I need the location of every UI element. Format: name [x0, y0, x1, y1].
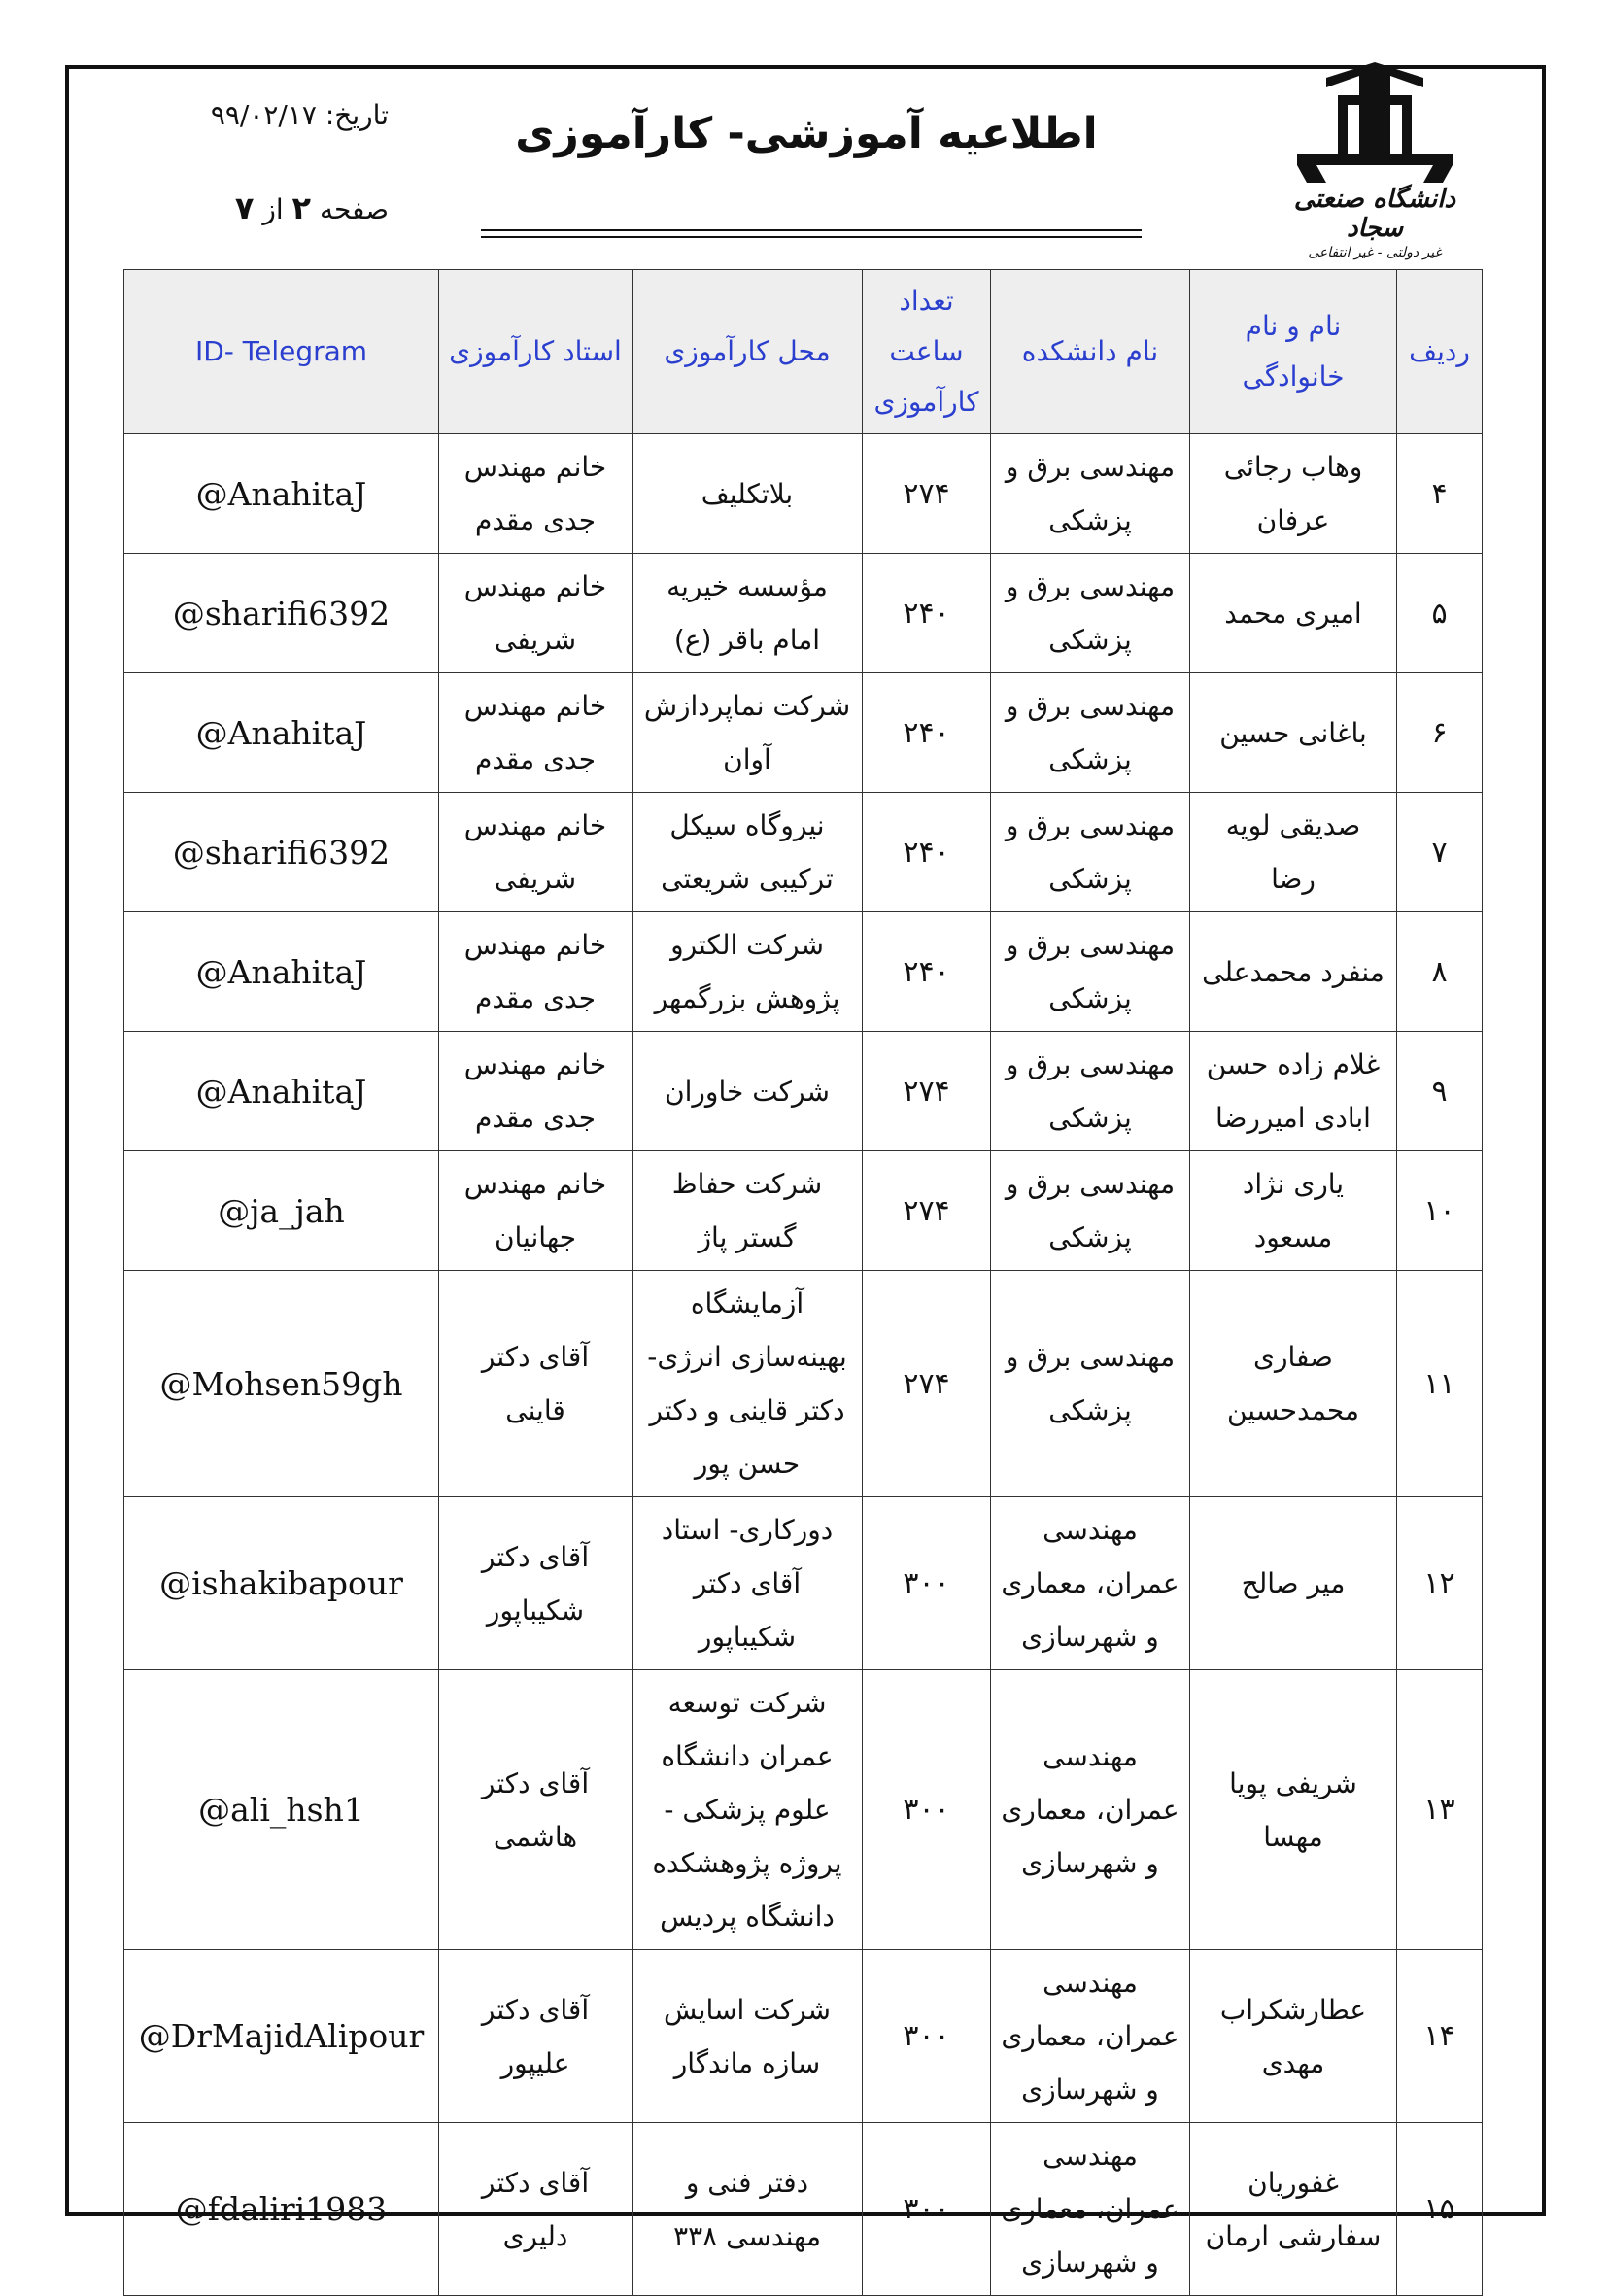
page-current: ۲: [291, 189, 312, 226]
cell-row-number: ۵: [1397, 554, 1483, 673]
cell-hours: ۲۷۴: [863, 1271, 991, 1497]
cell-faculty: مهندسی عمران، معماری و شهرسازی: [991, 1497, 1190, 1670]
page-number-line: [146, 189, 389, 226]
page-title: اطلاعیه آموزشی- کارآموزی: [515, 109, 1098, 158]
cell-hours: ۲۴۰: [863, 554, 991, 673]
cell-name: باغانی حسین: [1190, 673, 1397, 793]
table-row: [124, 1032, 1483, 1151]
cell-row-number: ۱۱: [1397, 1271, 1483, 1497]
cell-hours: ۳۰۰: [863, 1497, 991, 1670]
cell-place: شرکت اسایش سازه ماندگار: [633, 1950, 863, 2123]
cell-faculty: مهندسی برق و پزشکی: [991, 793, 1190, 912]
cell-telegram: @DrMajidAlipour: [124, 1950, 439, 2123]
table-header-row: [124, 270, 1483, 434]
cell-name: میر صالح: [1190, 1497, 1397, 1670]
cell-supervisor: خانم مهندس جدی مقدم: [439, 912, 633, 1032]
cell-hours: ۲۷۴: [863, 1032, 991, 1151]
cell-telegram: @Mohsen59gh: [124, 1271, 439, 1497]
cell-place: مؤسسه خیریه امام باقر (ع): [633, 554, 863, 673]
cell-faculty: مهندسی برق و پزشکی: [991, 912, 1190, 1032]
cell-hours: ۲۷۴: [863, 434, 991, 554]
cell-supervisor: خانم مهندس جدی مقدم: [439, 673, 633, 793]
cell-place: شرکت نماپردازش آوان: [633, 673, 863, 793]
col-header-row-number: ردیف: [1397, 270, 1483, 434]
cell-row-number: ۱۴: [1397, 1950, 1483, 2123]
table-row: [124, 673, 1483, 793]
table-row: [124, 434, 1483, 554]
table-row: [124, 1497, 1483, 1670]
cell-supervisor: آقای دکتر دلیری: [439, 2123, 633, 2296]
cell-row-number: ۱۰: [1397, 1151, 1483, 1271]
table-row: [124, 554, 1483, 673]
cell-place: بلاتکلیف: [633, 434, 863, 554]
cell-telegram: @AnahitaJ: [124, 673, 439, 793]
cell-telegram: @AnahitaJ: [124, 912, 439, 1032]
table-row: [124, 1670, 1483, 1950]
title-underline: [481, 229, 1142, 238]
table-row: [124, 912, 1483, 1032]
cell-faculty: مهندسی برق و پزشکی: [991, 1271, 1190, 1497]
cell-faculty: مهندسی عمران، معماری و شهرسازی: [991, 2123, 1190, 2296]
col-header-hours: تعداد ساعت کارآموزی: [863, 270, 991, 434]
cell-row-number: ۹: [1397, 1032, 1483, 1151]
cell-name: عطارشکراب مهدی: [1190, 1950, 1397, 2123]
page-label: صفحه: [319, 193, 389, 225]
cell-faculty: مهندسی برق و پزشکی: [991, 1151, 1190, 1271]
cell-hours: ۳۰۰: [863, 1670, 991, 1950]
cell-supervisor: خانم مهندس جدی مقدم: [439, 1032, 633, 1151]
cell-name: صدیقی لویه رضا: [1190, 793, 1397, 912]
cell-telegram: @AnahitaJ: [124, 434, 439, 554]
table-row: [124, 1271, 1483, 1497]
page-sep: از: [262, 193, 284, 225]
cell-hours: ۲۴۰: [863, 912, 991, 1032]
cell-name: غلام زاده حسن ابادی امیررضا: [1190, 1032, 1397, 1151]
cell-faculty: مهندسی برق و پزشکی: [991, 554, 1190, 673]
col-header-supervisor: استاد کارآموزی: [439, 270, 633, 434]
cell-faculty: مهندسی عمران، معماری و شهرسازی: [991, 1670, 1190, 1950]
cell-name: صفاری محمدحسین: [1190, 1271, 1397, 1497]
cell-hours: ۳۰۰: [863, 1950, 991, 2123]
cell-place: شرکت حفاظ گستر پاژ: [633, 1151, 863, 1271]
cell-supervisor: خانم مهندس شریفی: [439, 793, 633, 912]
cell-name: منفرد محمدعلی: [1190, 912, 1397, 1032]
cell-hours: ۲۷۴: [863, 1151, 991, 1271]
cell-supervisor: آقای دکتر علیپور: [439, 1950, 633, 2123]
logo-caption: [1292, 185, 1457, 260]
cell-place: آزمایشگاه بهینه‌سازی انرژی- دکتر قاینی و دکتر حسن پور: [633, 1271, 863, 1497]
table-row: [124, 793, 1483, 912]
col-header-name: نام و نام خانوادگی: [1190, 270, 1397, 434]
logo-subcaption-text: غیر دولتی - غیر انتفاعی: [1308, 245, 1442, 260]
cell-hours: ۲۴۰: [863, 673, 991, 793]
logo-caption-text: دانشگاه صنعتی سجاد: [1293, 185, 1456, 243]
cell-supervisor: آقای دکتر قاینی: [439, 1271, 633, 1497]
cell-row-number: ۱۳: [1397, 1670, 1483, 1950]
cell-supervisor: خانم مهندس جهانیان: [439, 1151, 633, 1271]
cell-telegram: @ishakibapour: [124, 1497, 439, 1670]
cell-row-number: ۱۲: [1397, 1497, 1483, 1670]
cell-hours: ۳۰۰: [863, 2123, 991, 2296]
cell-name: شریفی پویا مهسا: [1190, 1670, 1397, 1950]
cell-telegram: @ali_hsh1: [124, 1670, 439, 1950]
cell-hours: ۲۴۰: [863, 793, 991, 912]
cell-supervisor: آقای دکتر هاشمی: [439, 1670, 633, 1950]
cell-place: شرکت خاوران: [633, 1032, 863, 1151]
cell-telegram: @AnahitaJ: [124, 1032, 439, 1151]
cell-row-number: ۱۵: [1397, 2123, 1483, 2296]
cell-row-number: ۷: [1397, 793, 1483, 912]
cell-telegram: @fdaliri1983: [124, 2123, 439, 2296]
cell-name: امیری محمد: [1190, 554, 1397, 673]
cell-telegram: @ja_jah: [124, 1151, 439, 1271]
cell-faculty: مهندسی برق و پزشکی: [991, 673, 1190, 793]
table-row: [124, 1151, 1483, 1271]
cell-place: شرکت الکترو پژوهش بزرگمهر: [633, 912, 863, 1032]
table-row: [124, 2123, 1483, 2296]
cell-place: شرکت توسعه عمران دانشگاه علوم پزشکی - پروژه پژوهشکده دانشگاه پردیس: [633, 1670, 863, 1950]
col-header-telegram: ID- Telegram: [124, 270, 439, 434]
cell-faculty: مهندسی برق و پزشکی: [991, 1032, 1190, 1151]
cell-name: غفوریان سفارشی ارمان: [1190, 2123, 1397, 2296]
cell-name: وهاب رجائی عرفان: [1190, 434, 1397, 554]
cell-supervisor: آقای دکتر شکیباپور: [439, 1497, 633, 1670]
internship-table: [123, 269, 1483, 2296]
cell-telegram: @sharifi6392: [124, 793, 439, 912]
cell-faculty: مهندسی عمران، معماری و شهرسازی: [991, 1950, 1190, 2123]
cell-place: نیروگاه سیکل ترکیبی شریعتی: [633, 793, 863, 912]
cell-supervisor: خانم مهندس جدی مقدم: [439, 434, 633, 554]
page-total: ۷: [234, 189, 255, 226]
cell-place: دورکاری- استاد آقای دکتر شکیباپور: [633, 1497, 863, 1670]
table-row: [124, 1950, 1483, 2123]
cell-telegram: @sharifi6392: [124, 554, 439, 673]
cell-row-number: ۶: [1397, 673, 1483, 793]
cell-row-number: ۸: [1397, 912, 1483, 1032]
cell-supervisor: خانم مهندس شریفی: [439, 554, 633, 673]
cell-faculty: مهندسی برق و پزشکی: [991, 434, 1190, 554]
cell-place: دفتر فنی و مهندسی ۳۳۸: [633, 2123, 863, 2296]
col-header-faculty: نام دانشکده: [991, 270, 1190, 434]
date-line: [146, 99, 389, 131]
cell-row-number: ۴: [1397, 434, 1483, 554]
cell-name: یاری نژاد مسعود: [1190, 1151, 1397, 1271]
date-value: ۹۹/۰۲/۱۷: [210, 99, 317, 131]
col-header-place: محل کارآموزی: [633, 270, 863, 434]
date-label: تاریخ:: [325, 99, 389, 131]
